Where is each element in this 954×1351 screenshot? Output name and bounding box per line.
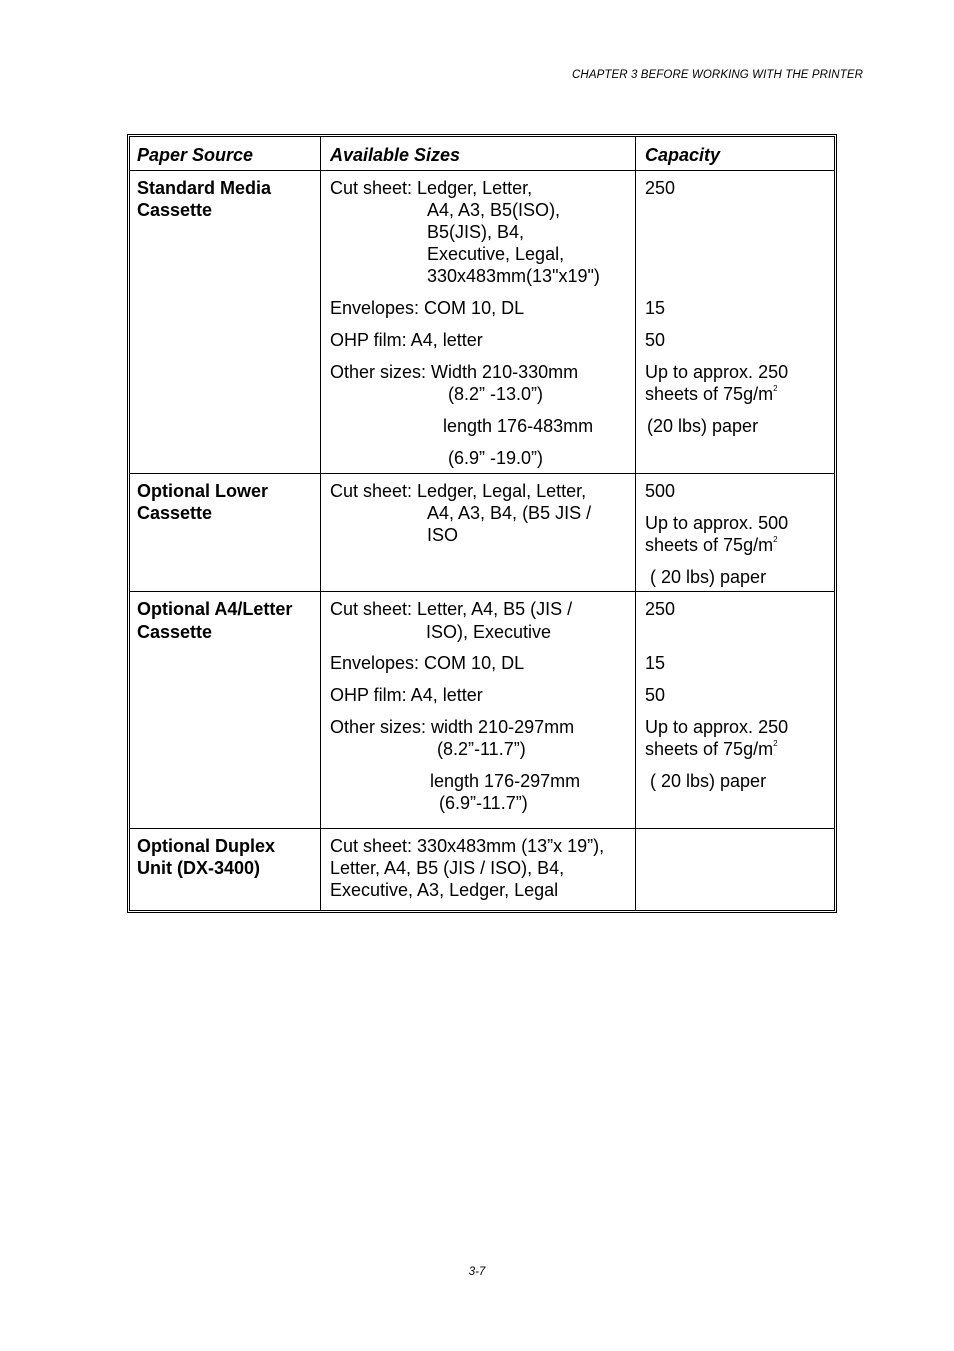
- sizes-text: Envelopes: COM 10, DL: [330, 298, 525, 318]
- capacity-text: 250: [645, 599, 676, 619]
- source-label: Standard Media: [137, 178, 272, 198]
- sizes-text: Cut sheet: Ledger, Letter,: [330, 178, 533, 198]
- source-label: Optional A4/Letter: [137, 599, 293, 619]
- sizes-text: Cut sheet: Letter, A4, B5 (JIS /: [330, 599, 573, 619]
- row-divider: [130, 170, 834, 171]
- sizes-text: Other sizes: Width 210-330mm: [330, 362, 579, 382]
- capacity-text: 15: [645, 653, 666, 673]
- capacity-text: sheets of $75g/m^2$: [645, 739, 778, 759]
- capacity-text: Up to approx. 250: [645, 717, 789, 737]
- sizes-text: (8.2” -13.0”): [448, 384, 544, 404]
- sizes-text: (8.2”-11.7”): [437, 739, 526, 759]
- capacity-text: 50: [645, 330, 666, 350]
- chapter-header: CHAPTER 3 BEFORE WORKING WITH THE PRINTER: [572, 69, 863, 81]
- row-divider: [130, 828, 834, 829]
- column-header-paper-source: Paper Source: [137, 145, 254, 165]
- row-divider: [130, 591, 834, 592]
- sizes-text: (6.9” -19.0”): [448, 448, 544, 468]
- sizes-text: ISO), Executive: [426, 622, 552, 642]
- capacity-text: sheets of $75g/m^2$: [645, 384, 778, 404]
- sizes-text: A4, A3, B5(ISO),: [427, 200, 561, 220]
- capacity-text: ( 20 lbs) paper: [650, 567, 767, 587]
- sizes-text: B5(JIS), B4,: [427, 222, 525, 242]
- source-label: Cassette: [137, 622, 213, 642]
- sizes-text: Envelopes: COM 10, DL: [330, 653, 525, 673]
- source-label: Optional Lower: [137, 481, 269, 501]
- capacity-text: 500: [645, 481, 676, 501]
- column-header-available-sizes: Available Sizes: [330, 145, 461, 165]
- sizes-text: Executive, A3, Ledger, Legal: [330, 880, 559, 900]
- capacity-text: 50: [645, 685, 666, 705]
- page-number: 3-7: [468, 1266, 486, 1278]
- column-divider: [320, 137, 321, 910]
- sizes-text: (6.9”-11.7”): [439, 793, 528, 813]
- column-divider: [635, 137, 636, 910]
- capacity-text: ( 20 lbs) paper: [650, 771, 767, 791]
- sizes-text: 330x483mm(13"x19"): [427, 266, 600, 286]
- capacity-text: 15: [645, 298, 666, 318]
- capacity-text: sheets of $75g/m^2$: [645, 535, 778, 555]
- row-divider: [130, 473, 834, 474]
- capacity-text: 250: [645, 178, 676, 198]
- sizes-text: Cut sheet: 330x483mm (13”x 19”),: [330, 836, 605, 856]
- sizes-text: length 176-483mm: [443, 416, 594, 436]
- column-header-capacity: Capacity: [645, 145, 721, 165]
- source-label: Optional Duplex: [137, 836, 276, 856]
- sizes-text: Other sizes: width 210-297mm: [330, 717, 575, 737]
- source-label: Unit (DX-3400): [137, 858, 261, 878]
- capacity-text: Up to approx. 250: [645, 362, 789, 382]
- sizes-text: OHP film: A4, letter: [330, 685, 483, 705]
- sizes-text: Executive, Legal,: [427, 244, 565, 264]
- sizes-text: OHP film: A4, letter: [330, 330, 483, 350]
- sizes-text: length 176-297mm: [430, 771, 581, 791]
- sizes-text: ISO: [427, 525, 459, 545]
- source-label: Cassette: [137, 503, 213, 523]
- sizes-text: Cut sheet: Ledger, Legal, Letter,: [330, 481, 587, 501]
- capacity-text: (20 lbs) paper: [647, 416, 759, 436]
- sizes-text: A4, A3, B4, (B5 JIS /: [427, 503, 592, 523]
- source-label: Cassette: [137, 200, 213, 220]
- capacity-text: Up to approx. 500: [645, 513, 789, 533]
- sizes-text: Letter, A4, B5 (JIS / ISO), B4,: [330, 858, 565, 878]
- paper-source-table: [127, 134, 837, 913]
